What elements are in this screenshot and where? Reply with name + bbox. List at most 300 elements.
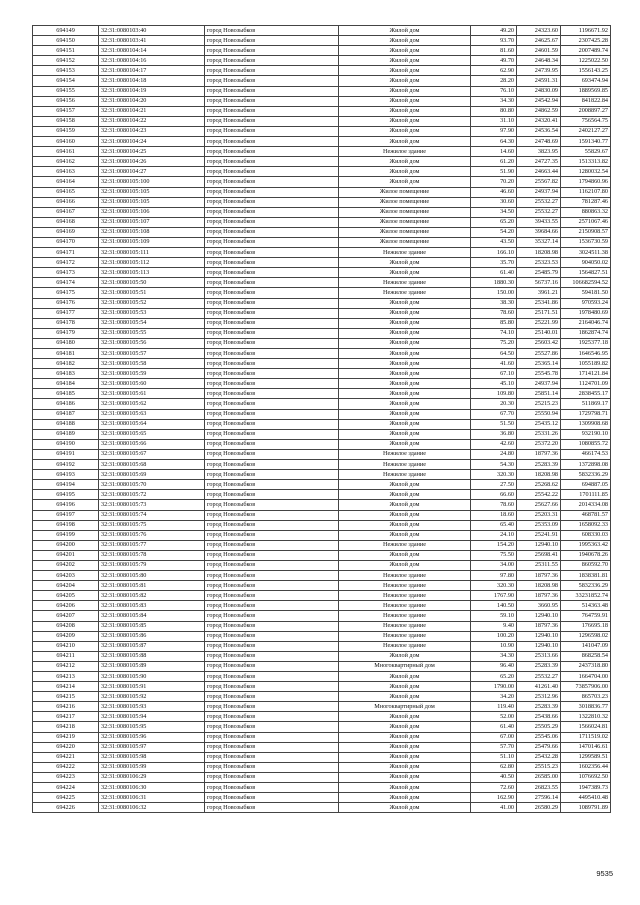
row-id-cell: 694172 — [33, 258, 99, 268]
location-cell: город Новозыбков — [205, 631, 339, 641]
unit-price-cell: 25603.42 — [517, 338, 561, 348]
cadastral-value-cell: 2402127.27 — [561, 126, 611, 136]
object-type-cell: Жилой дом — [339, 742, 471, 752]
area-cell: 93.70 — [471, 36, 517, 46]
location-cell: город Новозыбков — [205, 530, 339, 540]
table-row — [33, 571, 611, 581]
area-cell: 62.80 — [471, 762, 517, 772]
location-cell: город Новозыбков — [205, 732, 339, 742]
row-id-cell: 694194 — [33, 480, 99, 490]
cadastral-number-cell: 32:31:0080105:111 — [99, 248, 205, 258]
unit-price-cell: 25532.27 — [517, 207, 561, 217]
cadastral-value-cell: 1711519.02 — [561, 732, 611, 742]
table-row — [33, 631, 611, 641]
cadastral-value-cell: 865703.23 — [561, 692, 611, 702]
unit-price-cell: 39433.55 — [517, 217, 561, 227]
table-row — [33, 338, 611, 348]
location-cell: город Новозыбков — [205, 187, 339, 197]
row-id-cell: 694160 — [33, 137, 99, 147]
area-cell: 30.60 — [471, 197, 517, 207]
row-id-cell: 694204 — [33, 581, 99, 591]
cadastral-value-cell: 1714121.84 — [561, 369, 611, 379]
table-row — [33, 268, 611, 278]
area-cell: 64.50 — [471, 349, 517, 359]
area-cell: 96.40 — [471, 661, 517, 671]
cadastral-number-cell: 32:31:0080105:87 — [99, 641, 205, 651]
area-cell: 162.90 — [471, 793, 517, 803]
table-row — [33, 116, 611, 126]
object-type-cell: Жилой дом — [339, 86, 471, 96]
row-id-cell: 694226 — [33, 803, 99, 813]
cadastral-value-cell: 2571067.46 — [561, 217, 611, 227]
area-cell: 46.60 — [471, 187, 517, 197]
location-cell: город Новозыбков — [205, 682, 339, 692]
object-type-cell: Нежилое здание — [339, 641, 471, 651]
row-id-cell: 694174 — [33, 278, 99, 288]
row-id-cell: 694192 — [33, 460, 99, 470]
area-cell: 66.60 — [471, 490, 517, 500]
object-type-cell: Нежилое здание — [339, 611, 471, 621]
cadastral-number-cell: 32:31:0080105:50 — [99, 278, 205, 288]
table-row — [33, 349, 611, 359]
document-page — [32, 25, 610, 813]
unit-price-cell: 25140.01 — [517, 328, 561, 338]
area-cell: 14.60 — [471, 147, 517, 157]
table-row — [33, 591, 611, 601]
location-cell: город Новозыбков — [205, 56, 339, 66]
unit-price-cell: 18797.36 — [517, 591, 561, 601]
area-cell: 34.50 — [471, 207, 517, 217]
location-cell: город Новозыбков — [205, 237, 339, 247]
object-type-cell: Жилой дом — [339, 379, 471, 389]
cadastral-number-cell: 32:31:0080104:14 — [99, 46, 205, 56]
cadastral-value-cell: 1124701.09 — [561, 379, 611, 389]
cadastral-number-cell: 32:31:0080105:57 — [99, 349, 205, 359]
location-cell: город Новозыбков — [205, 349, 339, 359]
cadastral-value-cell: 694887.05 — [561, 480, 611, 490]
cadastral-number-cell: 32:31:0080105:91 — [99, 682, 205, 692]
cadastral-value-cell: 1322810.32 — [561, 712, 611, 722]
cadastral-value-cell: 841822.84 — [561, 96, 611, 106]
table-row — [33, 157, 611, 167]
area-cell: 34.30 — [471, 96, 517, 106]
location-cell: город Новозыбков — [205, 540, 339, 550]
unit-price-cell: 25313.66 — [517, 651, 561, 661]
unit-price-cell: 25341.86 — [517, 298, 561, 308]
cadastral-number-cell: 32:31:0080106:32 — [99, 803, 205, 813]
unit-price-cell: 12940.10 — [517, 540, 561, 550]
unit-price-cell: 3660.95 — [517, 601, 561, 611]
unit-price-cell: 3961.21 — [517, 288, 561, 298]
unit-price-cell: 24663.44 — [517, 167, 561, 177]
location-cell: город Новозыбков — [205, 106, 339, 116]
object-type-cell: Жилой дом — [339, 560, 471, 570]
location-cell: город Новозыбков — [205, 46, 339, 56]
unit-price-cell: 12940.10 — [517, 631, 561, 641]
unit-price-cell: 24625.67 — [517, 36, 561, 46]
cadastral-value-cell: 1947389.73 — [561, 783, 611, 793]
cadastral-number-cell: 32:31:0080105:62 — [99, 399, 205, 409]
row-id-cell: 694225 — [33, 793, 99, 803]
location-cell: город Новозыбков — [205, 36, 339, 46]
cadastral-number-cell: 32:31:0080105:56 — [99, 338, 205, 348]
area-cell: 65.20 — [471, 217, 517, 227]
cadastral-number-cell: 32:31:0080105:93 — [99, 702, 205, 712]
table-row — [33, 237, 611, 247]
area-cell: 154.20 — [471, 540, 517, 550]
area-cell: 54.20 — [471, 227, 517, 237]
location-cell: город Новозыбков — [205, 742, 339, 752]
cadastral-number-cell: 32:31:0080105:73 — [99, 500, 205, 510]
object-type-cell: Жилой дом — [339, 793, 471, 803]
object-type-cell: Нежилое здание — [339, 288, 471, 298]
object-type-cell: Жилой дом — [339, 752, 471, 762]
table-row — [33, 187, 611, 197]
cadastral-number-cell: 32:31:0080106:31 — [99, 793, 205, 803]
cadastral-value-cell: 1794860.96 — [561, 177, 611, 187]
object-type-cell: Жилой дом — [339, 167, 471, 177]
area-cell: 65.20 — [471, 672, 517, 682]
unit-price-cell: 3823.95 — [517, 147, 561, 157]
table-row — [33, 399, 611, 409]
location-cell: город Новозыбков — [205, 167, 339, 177]
area-cell: 43.50 — [471, 237, 517, 247]
unit-price-cell: 24536.54 — [517, 126, 561, 136]
object-type-cell: Жилой дом — [339, 772, 471, 782]
table-row — [33, 106, 611, 116]
cadastral-number-cell: 32:31:0080104:23 — [99, 126, 205, 136]
cadastral-number-cell: 32:31:0080105:107 — [99, 217, 205, 227]
row-id-cell: 694221 — [33, 752, 99, 762]
object-type-cell: Жилой дом — [339, 96, 471, 106]
cadastral-number-cell: 32:31:0080105:75 — [99, 520, 205, 530]
unit-price-cell: 25283.39 — [517, 661, 561, 671]
cadastral-value-cell: 514363.48 — [561, 601, 611, 611]
unit-price-cell: 25215.23 — [517, 399, 561, 409]
area-cell: 74.10 — [471, 328, 517, 338]
cadastral-number-cell: 32:31:0080105:96 — [99, 732, 205, 742]
location-cell: город Новозыбков — [205, 672, 339, 682]
row-id-cell: 694177 — [33, 308, 99, 318]
cadastral-value-cell: 904050.02 — [561, 258, 611, 268]
cadastral-value-cell: 1940678.26 — [561, 550, 611, 560]
cadastral-number-cell: 32:31:0080105:68 — [99, 460, 205, 470]
table-row — [33, 217, 611, 227]
row-id-cell: 694169 — [33, 227, 99, 237]
row-id-cell: 694203 — [33, 571, 99, 581]
location-cell: город Новозыбков — [205, 560, 339, 570]
unit-price-cell: 24601.59 — [517, 46, 561, 56]
unit-price-cell: 26585.00 — [517, 772, 561, 782]
location-cell: город Новозыбков — [205, 752, 339, 762]
area-cell: 51.10 — [471, 752, 517, 762]
table-row — [33, 803, 611, 813]
cadastral-number-cell: 32:31:0080105:97 — [99, 742, 205, 752]
area-cell: 119.40 — [471, 702, 517, 712]
cadastral-number-cell: 32:31:0080104:18 — [99, 76, 205, 86]
table-row — [33, 96, 611, 106]
cadastral-value-cell: 1513313.82 — [561, 157, 611, 167]
unit-price-cell: 25353.09 — [517, 520, 561, 530]
object-type-cell: Жилой дом — [339, 308, 471, 318]
cadastral-value-cell: 468781.57 — [561, 510, 611, 520]
location-cell: город Новозыбков — [205, 96, 339, 106]
cadastral-value-cell: 141047.09 — [561, 641, 611, 651]
row-id-cell: 694149 — [33, 26, 99, 36]
area-cell: 1790.00 — [471, 682, 517, 692]
unit-price-cell: 25221.99 — [517, 318, 561, 328]
table-row — [33, 732, 611, 742]
cadastral-number-cell: 32:31:0080105:58 — [99, 359, 205, 369]
unit-price-cell: 25505.29 — [517, 722, 561, 732]
table-row — [33, 126, 611, 136]
cadastral-value-cell: 106682594.52 — [561, 278, 611, 288]
object-type-cell: Жилой дом — [339, 36, 471, 46]
object-type-cell: Жилой дом — [339, 550, 471, 560]
location-cell: город Новозыбков — [205, 409, 339, 419]
area-cell: 38.30 — [471, 298, 517, 308]
table-row — [33, 793, 611, 803]
object-type-cell: Жилое помещение — [339, 227, 471, 237]
cadastral-value-cell: 1995363.42 — [561, 540, 611, 550]
cadastral-value-cell: 1089791.89 — [561, 803, 611, 813]
area-cell: 78.60 — [471, 308, 517, 318]
row-id-cell: 694167 — [33, 207, 99, 217]
object-type-cell: Жилой дом — [339, 338, 471, 348]
cadastral-number-cell: 32:31:0080105:85 — [99, 621, 205, 631]
cadastral-value-cell: 781287.46 — [561, 197, 611, 207]
table-row — [33, 439, 611, 449]
location-cell: город Новозыбков — [205, 137, 339, 147]
row-id-cell: 694180 — [33, 338, 99, 348]
location-cell: город Новозыбков — [205, 661, 339, 671]
location-cell: город Новозыбков — [205, 449, 339, 459]
table-row — [33, 298, 611, 308]
location-cell: город Новозыбков — [205, 722, 339, 732]
location-cell: город Новозыбков — [205, 803, 339, 813]
unit-price-cell: 39684.66 — [517, 227, 561, 237]
cadastral-number-cell: 32:31:0080105:106 — [99, 207, 205, 217]
area-cell: 97.80 — [471, 571, 517, 581]
area-cell: 52.00 — [471, 712, 517, 722]
unit-price-cell: 25241.91 — [517, 530, 561, 540]
row-id-cell: 694158 — [33, 116, 99, 126]
row-id-cell: 694210 — [33, 641, 99, 651]
area-cell: 67.10 — [471, 369, 517, 379]
object-type-cell: Жилой дом — [339, 26, 471, 36]
location-cell: город Новозыбков — [205, 278, 339, 288]
area-cell: 75.50 — [471, 550, 517, 560]
cadastral-number-cell: 32:31:0080105:98 — [99, 752, 205, 762]
location-cell: город Новозыбков — [205, 227, 339, 237]
area-cell: 36.80 — [471, 429, 517, 439]
object-type-cell: Жилой дом — [339, 530, 471, 540]
object-type-cell: Жилой дом — [339, 419, 471, 429]
object-type-cell: Жилой дом — [339, 349, 471, 359]
table-row — [33, 86, 611, 96]
object-type-cell: Многоквартирный дом — [339, 702, 471, 712]
unit-price-cell: 25532.27 — [517, 672, 561, 682]
cadastral-value-cell: 1556143.25 — [561, 66, 611, 76]
cadastral-value-cell: 1658092.33 — [561, 520, 611, 530]
area-cell: 67.00 — [471, 732, 517, 742]
object-type-cell: Жилой дом — [339, 651, 471, 661]
cadastral-number-cell: 32:31:0080105:53 — [99, 308, 205, 318]
row-id-cell: 694215 — [33, 692, 99, 702]
unit-price-cell: 25515.23 — [517, 762, 561, 772]
location-cell: город Новозыбков — [205, 762, 339, 772]
cadastral-number-cell: 32:31:0080104:17 — [99, 66, 205, 76]
cadastral-number-cell: 32:31:0080105:108 — [99, 227, 205, 237]
row-id-cell: 694166 — [33, 197, 99, 207]
object-type-cell: Жилой дом — [339, 116, 471, 126]
unit-price-cell: 25545.06 — [517, 732, 561, 742]
table-row — [33, 147, 611, 157]
table-body — [33, 26, 611, 813]
cadastral-value-cell: 55829.67 — [561, 147, 611, 157]
cadastral-number-cell: 32:31:0080105:105 — [99, 187, 205, 197]
location-cell: город Новозыбков — [205, 86, 339, 96]
location-cell: город Новозыбков — [205, 359, 339, 369]
unit-price-cell: 18208.98 — [517, 581, 561, 591]
location-cell: город Новозыбков — [205, 419, 339, 429]
row-id-cell: 694218 — [33, 722, 99, 732]
object-type-cell: Нежилое здание — [339, 460, 471, 470]
cadastral-value-cell: 1055189.82 — [561, 359, 611, 369]
location-cell: город Новозыбков — [205, 641, 339, 651]
cadastral-number-cell: 32:31:0080105:100 — [99, 177, 205, 187]
cadastral-number-cell: 32:31:0080105:112 — [99, 258, 205, 268]
cadastral-number-cell: 32:31:0080104:19 — [99, 86, 205, 96]
row-id-cell: 694181 — [33, 349, 99, 359]
table-row — [33, 409, 611, 419]
row-id-cell: 694155 — [33, 86, 99, 96]
row-id-cell: 694193 — [33, 470, 99, 480]
table-row — [33, 752, 611, 762]
cadastral-value-cell: 1536730.59 — [561, 237, 611, 247]
cadastral-number-cell: 32:31:0080105:94 — [99, 712, 205, 722]
location-cell: город Новозыбков — [205, 470, 339, 480]
location-cell: город Новозыбков — [205, 439, 339, 449]
table-row — [33, 783, 611, 793]
row-id-cell: 694151 — [33, 46, 99, 56]
table-row — [33, 601, 611, 611]
table-row — [33, 449, 611, 459]
unit-price-cell: 25311.55 — [517, 560, 561, 570]
cadastral-number-cell: 32:31:0080105:67 — [99, 449, 205, 459]
row-id-cell: 694208 — [33, 621, 99, 631]
cadastral-number-cell: 32:31:0080105:77 — [99, 540, 205, 550]
table-row — [33, 379, 611, 389]
cadastral-number-cell: 32:31:0080105:63 — [99, 409, 205, 419]
location-cell: город Новозыбков — [205, 147, 339, 157]
object-type-cell: Жилой дом — [339, 328, 471, 338]
row-id-cell: 694175 — [33, 288, 99, 298]
area-cell: 42.60 — [471, 439, 517, 449]
row-id-cell: 694206 — [33, 601, 99, 611]
table-row — [33, 742, 611, 752]
location-cell: город Новозыбков — [205, 217, 339, 227]
location-cell: город Новозыбков — [205, 328, 339, 338]
unit-price-cell: 26823.55 — [517, 783, 561, 793]
cadastral-value-cell: 1889569.85 — [561, 86, 611, 96]
location-cell: город Новозыбков — [205, 793, 339, 803]
cadastral-value-cell: 1076692.50 — [561, 772, 611, 782]
area-cell: 150.00 — [471, 288, 517, 298]
object-type-cell: Жилое помещение — [339, 237, 471, 247]
unit-price-cell: 24862.59 — [517, 106, 561, 116]
row-id-cell: 694189 — [33, 429, 99, 439]
row-id-cell: 694161 — [33, 147, 99, 157]
cadastral-value-cell: 5832336.29 — [561, 470, 611, 480]
object-type-cell: Жилое помещение — [339, 217, 471, 227]
location-cell: город Новозыбков — [205, 571, 339, 581]
area-cell: 24.10 — [471, 530, 517, 540]
location-cell: город Новозыбков — [205, 550, 339, 560]
location-cell: город Новозыбков — [205, 177, 339, 187]
row-id-cell: 694196 — [33, 500, 99, 510]
cadastral-number-cell: 32:31:0080105:61 — [99, 389, 205, 399]
unit-price-cell: 25627.66 — [517, 500, 561, 510]
object-type-cell: Нежилое здание — [339, 278, 471, 288]
cadastral-value-cell: 1080855.72 — [561, 439, 611, 449]
object-type-cell: Жилой дом — [339, 409, 471, 419]
row-id-cell: 694224 — [33, 783, 99, 793]
row-id-cell: 694201 — [33, 550, 99, 560]
unit-price-cell: 25268.62 — [517, 480, 561, 490]
table-row — [33, 278, 611, 288]
area-cell: 70.20 — [471, 177, 517, 187]
cadastral-number-cell: 32:31:0080105:76 — [99, 530, 205, 540]
row-id-cell: 694187 — [33, 409, 99, 419]
object-type-cell: Жилой дом — [339, 783, 471, 793]
unit-price-cell: 24937.94 — [517, 187, 561, 197]
area-cell: 34.20 — [471, 692, 517, 702]
object-type-cell: Многоквартирный дом — [339, 661, 471, 671]
unit-price-cell: 24323.60 — [517, 26, 561, 36]
row-id-cell: 694156 — [33, 96, 99, 106]
object-type-cell: Жилой дом — [339, 157, 471, 167]
row-id-cell: 694182 — [33, 359, 99, 369]
row-id-cell: 694213 — [33, 672, 99, 682]
unit-price-cell: 56737.16 — [517, 278, 561, 288]
cadastral-number-cell: 32:31:0080105:72 — [99, 490, 205, 500]
table-row — [33, 318, 611, 328]
object-type-cell: Нежилое здание — [339, 147, 471, 157]
cadastral-number-cell: 32:31:0080105:66 — [99, 439, 205, 449]
row-id-cell: 694154 — [33, 76, 99, 86]
cadastral-number-cell: 32:31:0080105:83 — [99, 601, 205, 611]
row-id-cell: 694164 — [33, 177, 99, 187]
row-id-cell: 694157 — [33, 106, 99, 116]
cadastral-number-cell: 32:31:0080105:80 — [99, 571, 205, 581]
table-row — [33, 26, 611, 36]
object-type-cell: Жилой дом — [339, 712, 471, 722]
object-type-cell: Жилой дом — [339, 359, 471, 369]
cadastral-number-cell: 32:31:0080105:69 — [99, 470, 205, 480]
unit-price-cell: 25698.41 — [517, 550, 561, 560]
table-row — [33, 772, 611, 782]
object-type-cell: Нежилое здание — [339, 631, 471, 641]
cadastral-number-cell: 32:31:0080105:65 — [99, 429, 205, 439]
table-row — [33, 611, 611, 621]
object-type-cell: Нежилое здание — [339, 470, 471, 480]
table-row — [33, 429, 611, 439]
table-row — [33, 651, 611, 661]
page-number: 9535 — [596, 869, 613, 878]
cadastral-number-cell: 32:31:0080106:30 — [99, 783, 205, 793]
unit-price-cell: 25479.66 — [517, 742, 561, 752]
